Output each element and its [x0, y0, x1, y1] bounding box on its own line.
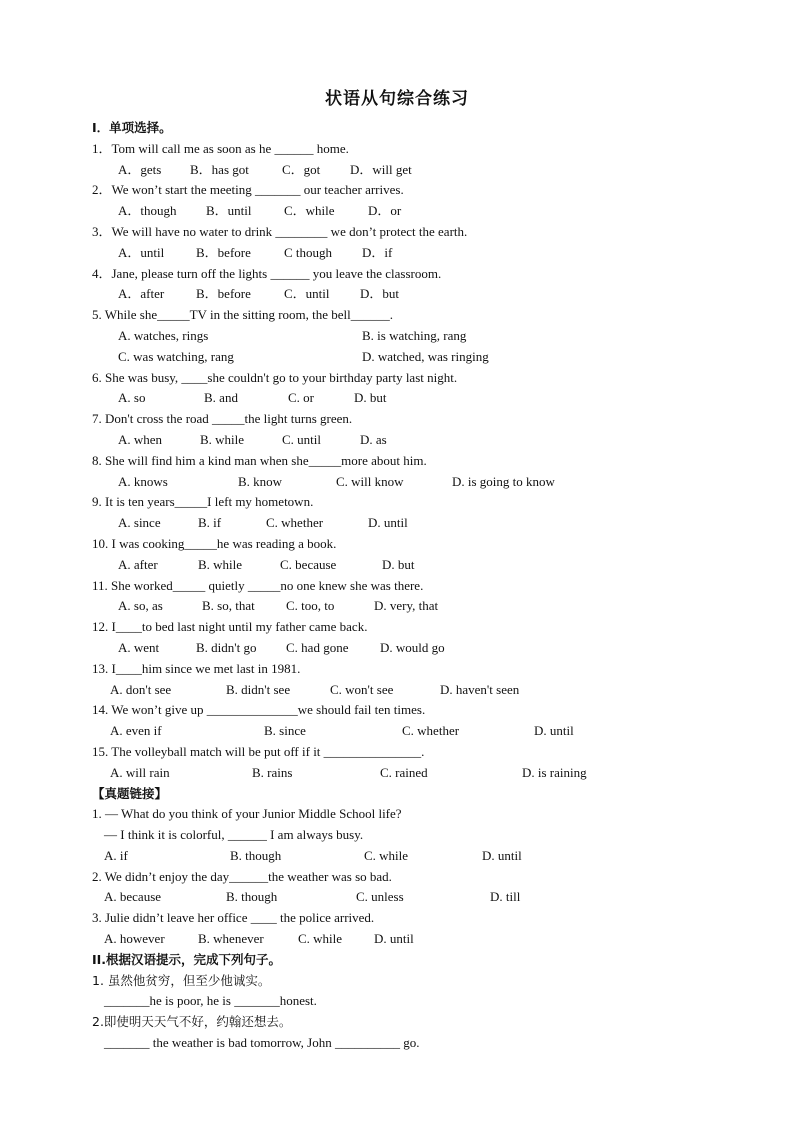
question-stem: 14. We won’t give up ______________we should fail ten times.	[92, 702, 426, 718]
option-b[interactable]: B. and	[204, 390, 238, 406]
section-2-items	[92, 971, 732, 1054]
option-a[interactable]: A．after	[118, 286, 165, 302]
option-d[interactable]: D．will get	[350, 161, 412, 177]
option-a[interactable]: A. since	[118, 515, 161, 531]
option-c[interactable]: C. because	[280, 556, 337, 572]
option-d[interactable]: D. until	[368, 515, 408, 531]
section-1-heading: I．单项选择。	[92, 120, 172, 135]
question-stem: 2. We didn’t enjoy the day______the weather was so bad.	[92, 868, 392, 884]
option-d[interactable]: D. watched, was ringing	[362, 348, 489, 364]
question-stem: 8. She will find him a kind man when she_____more about him.	[92, 452, 427, 468]
option-b[interactable]: B. didn't go	[196, 639, 257, 655]
option-d[interactable]: D. haven't seen	[440, 681, 520, 697]
question-stem: 1．Tom will call me as soon as he ______ home.	[92, 140, 349, 156]
question-stem: 3. Julie didn’t leave her office ____ the police arrived.	[92, 910, 375, 926]
page-title: 状语从句综合练习	[325, 89, 469, 109]
question-stem: 5. While she_____TV in the sitting room, the bell______.	[92, 307, 394, 323]
option-a[interactable]: A. watches, rings	[118, 327, 209, 343]
options-row	[92, 430, 732, 451]
question-stem: 7. Don't cross the road _____the light turns green.	[92, 411, 353, 427]
question-stem-continued: — I think it is colorful, ______ I am always busy.	[104, 827, 364, 843]
question-stem: 10. I was cooking_____he was reading a book.	[92, 535, 337, 551]
option-b[interactable]: B. whenever	[198, 931, 264, 947]
question-stem: 2．We won’t start the meeting _______ our teacher arrives.	[92, 182, 404, 198]
chinese-prompt: 2.即使明天天气不好，约翰还想去。	[92, 1014, 292, 1030]
question-stem: 1. — What do you think of your Junior Middle School life?	[92, 806, 402, 822]
question-stem: 15. The volleyball match will be put off if it _______________.	[92, 743, 425, 759]
option-c[interactable]: C. won't see	[330, 681, 394, 697]
option-c[interactable]: C. while	[298, 931, 343, 947]
option-d[interactable]: D. would go	[380, 639, 445, 655]
option-a[interactable]: A．though	[118, 203, 177, 219]
option-d[interactable]: D. is raining	[522, 764, 587, 780]
question-stem: 11. She worked_____ quietly _____no one knew she was there.	[92, 577, 424, 593]
options-row	[92, 160, 732, 181]
question-stem: 3．We will have no water to drink ________ we don’t protect the earth.	[92, 223, 468, 239]
option-c[interactable]: C. whether	[266, 515, 324, 531]
options-row	[92, 243, 732, 264]
question-stem: 4．Jane, please turn off the lights ______ you leave the classroom.	[92, 265, 442, 281]
options-row	[92, 326, 732, 347]
option-a[interactable]: A. however	[104, 931, 165, 947]
option-c[interactable]: C. while	[364, 847, 409, 863]
options-row	[92, 846, 732, 867]
option-b[interactable]: B. rains	[252, 764, 293, 780]
option-c[interactable]: C. was watching, rang	[118, 348, 234, 364]
translation-blank-line[interactable]: _______ the weather is bad tomorrow, John __________ go.	[104, 1035, 420, 1051]
options-row	[92, 201, 732, 222]
option-c[interactable]: C. too, to	[286, 598, 335, 614]
question-stem: 12. I____to bed last night until my father came back.	[92, 619, 368, 635]
worksheet-content	[92, 118, 732, 1054]
option-c[interactable]: C. or	[288, 390, 314, 406]
option-a[interactable]: A. so, as	[118, 598, 163, 614]
option-c[interactable]: C though	[284, 244, 333, 260]
options-row	[92, 721, 732, 742]
option-c[interactable]: C．got	[282, 161, 321, 177]
option-d[interactable]: D. very, that	[374, 598, 439, 614]
options-row	[92, 388, 732, 409]
question-stem: 13. I____him since we met last in 1981.	[92, 660, 301, 676]
option-a[interactable]: A. even if	[110, 723, 162, 739]
option-a[interactable]: A. so	[118, 390, 146, 406]
options-row	[92, 763, 732, 784]
translation-blank-line[interactable]: _______he is poor, he is _______honest.	[104, 993, 317, 1009]
options-row	[92, 347, 732, 368]
section-2-heading: II.根据汉语提示，完成下列句子。	[92, 951, 282, 967]
option-d[interactable]: D. until	[482, 847, 522, 863]
section-1-questions	[92, 139, 732, 784]
option-a[interactable]: A. knows	[118, 473, 168, 489]
option-c[interactable]: C．while	[284, 203, 335, 219]
options-row	[92, 596, 732, 617]
question-stem: 9. It is ten years_____I left my hometown.	[92, 494, 314, 510]
option-b[interactable]: B. while	[198, 556, 243, 572]
section-link-questions	[92, 804, 732, 950]
question-stem: 6. She was busy, ____she couldn't go to your birthday party last night.	[92, 369, 458, 385]
chinese-prompt: 1. 虽然他贫穷，但至少他诚实。	[92, 972, 271, 988]
option-b[interactable]: B．before	[196, 244, 251, 260]
option-d[interactable]: D．if	[362, 244, 393, 260]
option-d[interactable]: D. till	[490, 889, 521, 905]
option-c[interactable]: C. whether	[402, 723, 460, 739]
options-row	[92, 472, 732, 493]
option-b[interactable]: B. though	[230, 847, 282, 863]
option-b[interactable]: B．before	[196, 286, 251, 302]
options-row	[92, 929, 732, 950]
option-b[interactable]: B．until	[206, 203, 252, 219]
option-b[interactable]: B. though	[226, 889, 278, 905]
option-a[interactable]: A. after	[118, 556, 158, 572]
option-a[interactable]: A. if	[104, 847, 128, 863]
option-b[interactable]: B. know	[238, 473, 283, 489]
option-b[interactable]: B. so, that	[202, 598, 255, 614]
options-row	[92, 680, 732, 701]
option-d[interactable]: D. but	[354, 390, 387, 406]
option-b[interactable]: B. since	[264, 723, 306, 739]
options-row	[92, 284, 732, 305]
option-a[interactable]: A．until	[118, 244, 165, 260]
option-d[interactable]: D．but	[360, 286, 400, 302]
option-d[interactable]: D．or	[368, 203, 402, 219]
options-row	[92, 555, 732, 576]
option-a[interactable]: A. when	[118, 431, 163, 447]
option-c[interactable]: C. until	[282, 431, 322, 447]
option-c[interactable]: C. rained	[380, 764, 428, 780]
option-b[interactable]: B. didn't see	[226, 681, 291, 697]
options-row	[92, 638, 732, 659]
option-b[interactable]: B．has got	[190, 161, 249, 177]
option-a[interactable]: A. went	[118, 639, 160, 655]
option-b[interactable]: B. if	[198, 515, 222, 531]
option-c[interactable]: C．until	[284, 286, 330, 302]
option-c[interactable]: C. unless	[356, 889, 404, 905]
options-row	[92, 887, 732, 908]
option-d[interactable]: D. as	[360, 431, 387, 447]
option-d[interactable]: D. until	[374, 931, 414, 947]
option-a[interactable]: A. will rain	[110, 764, 170, 780]
option-c[interactable]: C. will know	[336, 473, 404, 489]
option-a[interactable]: A. because	[104, 889, 162, 905]
option-a[interactable]: A. don't see	[110, 681, 172, 697]
option-d[interactable]: D. until	[534, 723, 574, 739]
option-b[interactable]: B. is watching, rang	[362, 327, 467, 343]
option-d[interactable]: D. is going to know	[452, 473, 555, 489]
option-d[interactable]: D. but	[382, 556, 415, 572]
option-a[interactable]: A．gets	[118, 161, 162, 177]
option-b[interactable]: B. while	[200, 431, 245, 447]
option-c[interactable]: C. had gone	[286, 639, 349, 655]
options-row	[92, 513, 732, 534]
section-link-heading: 【真题链接】	[92, 785, 168, 801]
